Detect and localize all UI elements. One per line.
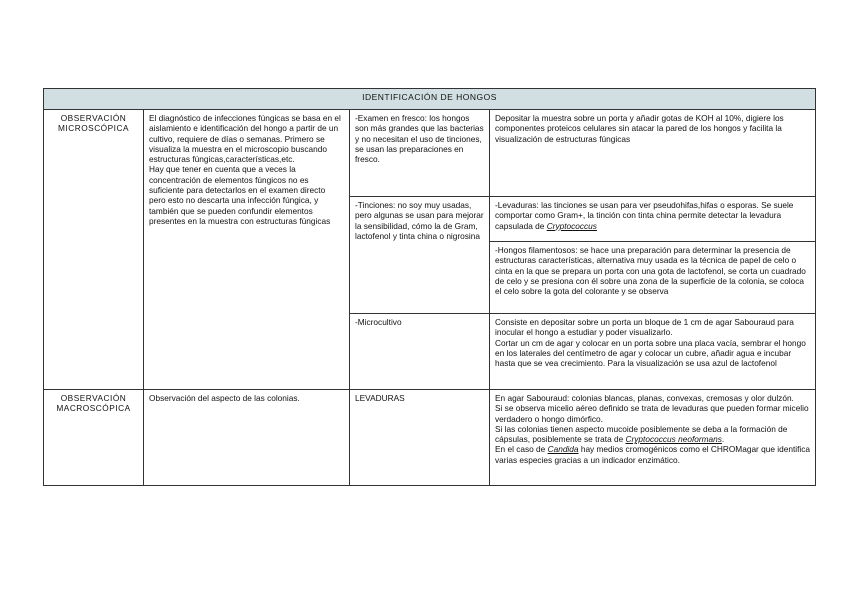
filamentous-fungi-cell: -Hongos filamentosos: se hace una preparación para determinar la presencia de estructuras características, alternativa muy usada es la técnica de papel de celo o cinta en la que se prepara un porta con una gota de lactofenol, se corta un cuadrado de celo y se presiona con él sobre una zona de la superficie de la colonia, se coloca el celo sobre la gota del colorante y se observa bbox=[490, 242, 816, 314]
microculture-detail bbox=[490, 314, 816, 390]
yeasts-category: LEVADURAS bbox=[350, 390, 490, 486]
section-macroscopic: OBSERVACIÓN MACROSCÓPICA bbox=[44, 390, 144, 486]
stains-cell: -Tinciones: no soy muy usadas, pero algunas se usan para mejorar la sensibilidad, cómo la de Gram, lactofenol y tinta china o nigrosina bbox=[350, 197, 490, 314]
macro-line-2: Si se observa micelio aéreo definido se trata de levaduras que pueden formar micelio verdadero o hongo dimórfico. bbox=[495, 403, 809, 424]
fresh-exam-detail: Depositar la muestra sobre un porta y añadir gotas de KOH al 10%, digiere los componentes proteicos celulares sin atacar la pared de los hongos y facilita la visualización de estructuras fúngicas bbox=[490, 110, 816, 197]
macro-line-4-end: hay medios cromogénicos como el CHROMagar que identifica varias especies gracias a un indicador enzimático. bbox=[495, 444, 811, 465]
macroscopic-detail bbox=[490, 390, 816, 486]
microculture-detail-p1: Consiste en depositar sobre un porta un bloque de 1 cm de agar Sabouraud para inocular el hongo a estudiar y poder visualizarlo. bbox=[495, 317, 794, 338]
macro-line-4-start: En el caso de bbox=[495, 444, 546, 455]
yeasts-stain-text: -Levaduras: las tinciones se usan para ver pseudohifas,hifas o esporas. Se suele comportar como Gram+, la tinción con tinta china permite detectar la levadura capsulada de bbox=[495, 200, 794, 231]
microscopic-description-p1: El diagnóstico de infecciones fúngicas se basa en el aislamiento e identificación del hongo a partir de un cultivo, requiere de días o semanas. Primero se visualiza la muestra en el microscopio buscando estructuras fúngicas,características,etc. bbox=[149, 113, 341, 165]
macro-line-3-text: Si las colonias tienen aspecto mucoide posiblemente se deba a la formación de cápsulas, posiblemente se trata de bbox=[495, 423, 788, 445]
macro-line-3-end: . bbox=[721, 434, 725, 445]
cryptococcus-link: Cryptococcus bbox=[546, 220, 597, 231]
fungi-identification-table bbox=[43, 88, 816, 486]
section-microscopic: OBSERVACIÓN MICROSCÓPICA bbox=[44, 110, 144, 390]
microculture-detail-p2: Cortar un cm de agar y colocar en un porta sobre una placa vacía, sembrar el hongo en los laterales del centímetro de agar y colocar un cubre, añadir agua e incubar hasta que se vea crecimiento. Para la visualización se usa azul de lactofenol bbox=[495, 337, 806, 369]
macro-line-4 bbox=[495, 444, 810, 465]
cryptococcus-neoformans-link: Cryptococcus neoformans bbox=[625, 434, 722, 445]
microscopic-description-p2: Hay que tener en cuenta que a veces la concentración de elementos fúngicos no es suficiente para detectarlos en el examen directo pero esto no descarta una infección fúngica, y también que se pueden confundir elementos presentes en la muestra con estructuras fúngicas bbox=[149, 164, 331, 226]
fresh-exam-cell: -Examen en fresco: los hongos son más grandes que las bacterias y no necesitan el uso de tinciones, se usan las preparaciones en fresco. bbox=[350, 110, 490, 197]
candida-link: Candida bbox=[547, 444, 579, 455]
macro-line-1: En agar Sabouraud: colonias blancas, planas, convexas, cremosas y olor dulzón. bbox=[495, 393, 794, 403]
yeasts-stain-cell bbox=[490, 197, 816, 242]
table-title: IDENTIFICACIÓN DE HONGOS bbox=[44, 89, 816, 110]
microculture-cell: -Microcultivo bbox=[350, 314, 490, 390]
macro-line-3 bbox=[495, 424, 810, 445]
macroscopic-description: Observación del aspecto de las colonias. bbox=[144, 390, 350, 486]
microscopic-description bbox=[144, 110, 350, 390]
